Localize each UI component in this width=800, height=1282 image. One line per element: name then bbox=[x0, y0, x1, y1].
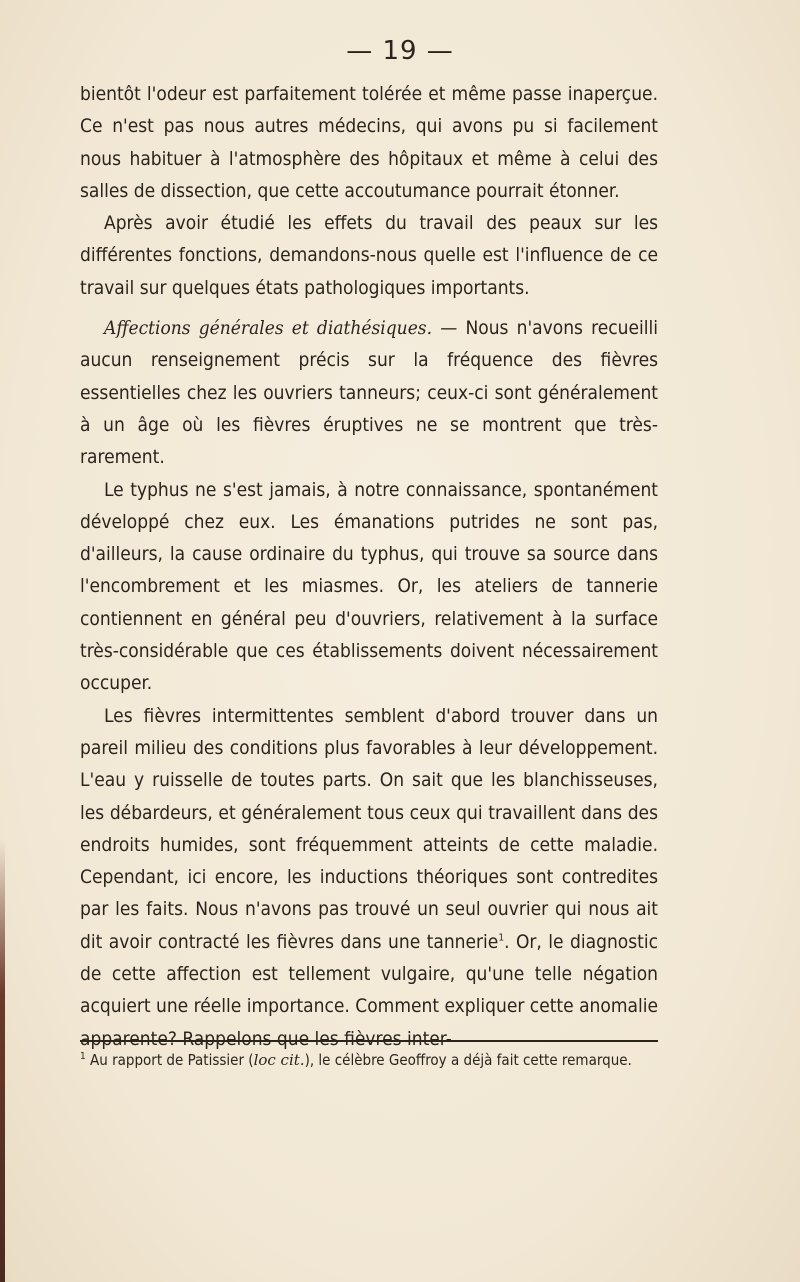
paragraph-5-text: Les fièvres intermittentes semblent d'abord trouver dans un pareil milieu des conditions plus favorables à leur développement. L'eau y ruisselle de toutes parts. On sait que les blanchisseuses, les débardeurs, et généralement tous ceux qui travaillent dans des endroits humides, sont fréquemment atteints de cette maladie. Cependant, ici encore, les inductions théoriques sont contredites par les faits. Nous n'avons pas trouvé un seul ouvrier qui nous ait dit avoir contracté les fièvres dans une tannerie bbox=[80, 704, 658, 953]
footnote-text-before: Au rapport de Patissier ( bbox=[85, 1051, 254, 1069]
paragraph-4: Le typhus ne s'est jamais, à notre connaissance, spontanément développé chez eux. Les émanations putrides ne sont pas, d'ailleurs, la cause ordinaire du typhus, qui trouve sa source dans l'encombrement et les miasmes. Or, les ateliers de tannerie contiennent en général peu d'ouvriers, relativement à la surface très-considérable que ces établissements doivent nécessairement occuper. bbox=[80, 478, 658, 695]
paragraph-1: bientôt l'odeur est parfaitement tolérée et même passe inaperçue. Ce n'est pas nous autres médecins, qui avons pu si facilement nous habituer à l'atmosphère des hôpitaux et même à celui des salles de dissection, que cette accoutumance pourrait étonner. bbox=[80, 83, 658, 202]
paragraph-3-text: — Nous n'avons recueilli aucun renseignement précis sur la fréquence des fièvres essentielles chez les ouvriers tanneurs; ceux-ci sont généralement à un âge où les fièvres éruptives ne se montrent que très-rarement. bbox=[80, 317, 659, 469]
footnote-citation: loc cit. bbox=[253, 1051, 305, 1069]
section-heading: Affections générales et diathésiques. bbox=[104, 317, 433, 340]
binding-edge bbox=[0, 840, 5, 1282]
paragraph-2: Après avoir étudié les effets du travail des peaux sur les différentes fonctions, demandons-nous quelle est l'influence de ce travail sur quelques états pathologiques importants. bbox=[80, 212, 658, 299]
paragraph-5-continuation: . Or, le diagnostic de cette affection est tellement vulgaire, qu'une telle négation acquiert une réelle importance. Comment expliquer cette anomalie apparente? Rappelons que les fièvres inter- bbox=[80, 930, 658, 1050]
footnote-divider bbox=[80, 1040, 658, 1043]
footnote bbox=[80, 1050, 658, 1070]
paragraph-5 bbox=[80, 700, 658, 1055]
paragraph-3 bbox=[80, 312, 658, 473]
main-text bbox=[80, 78, 658, 1055]
footnote-reference[interactable]: 1 bbox=[498, 932, 505, 944]
footnote-text-after: ), le célèbre Geoffroy a déjà fait cette remarque. bbox=[304, 1051, 632, 1069]
page-number: — 19 — bbox=[346, 36, 454, 66]
footnote-marker: 1 bbox=[80, 1051, 86, 1062]
